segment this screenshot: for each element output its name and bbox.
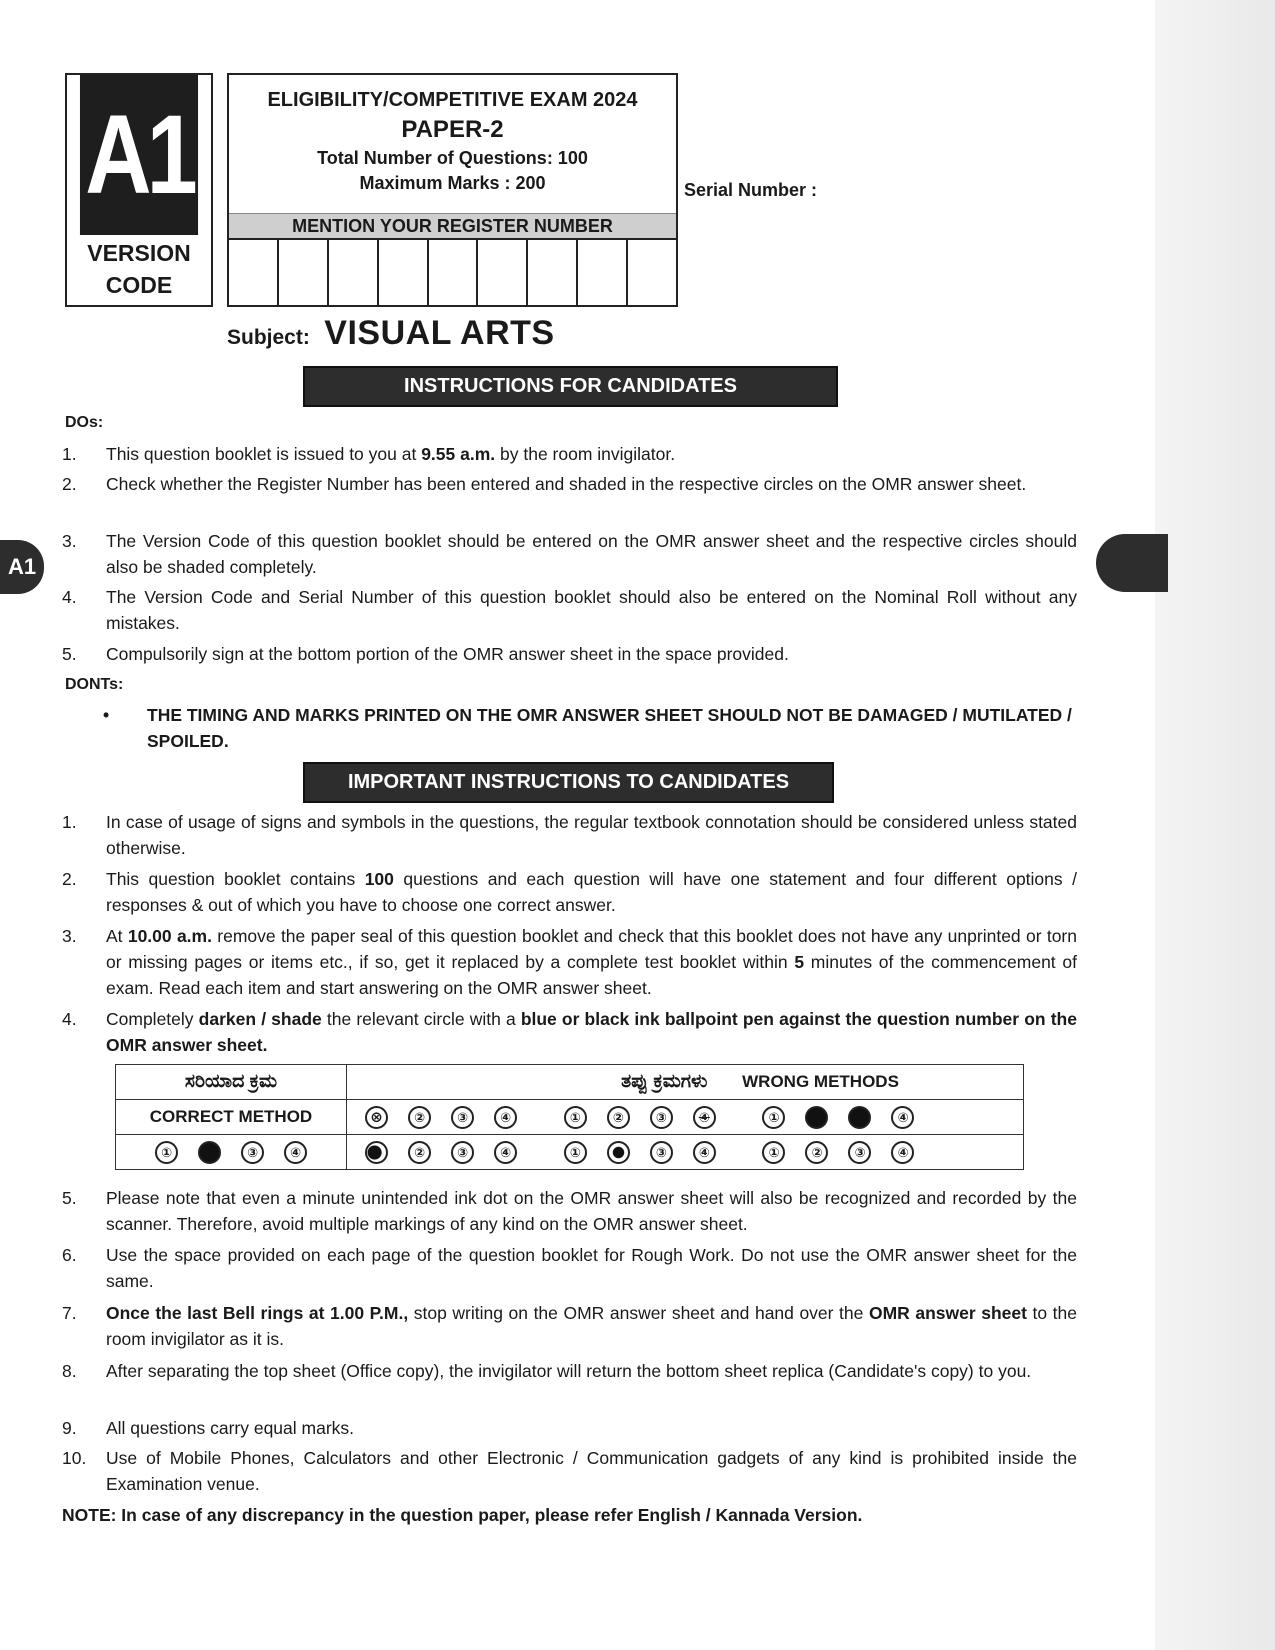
version-code: A1 xyxy=(80,75,198,235)
paper-number: PAPER-2 xyxy=(401,116,504,143)
item-text: All questions carry equal marks. xyxy=(106,1418,355,1438)
item-number: 4. xyxy=(62,1009,77,1029)
wrong-example xyxy=(752,1141,924,1164)
item-number: 1. xyxy=(62,444,77,464)
wrong-example xyxy=(554,1106,726,1129)
option-circle-icon: ④ xyxy=(891,1141,914,1164)
register-digit-cell[interactable] xyxy=(628,239,676,305)
partial-filled-circle-icon xyxy=(365,1141,388,1164)
text-bold: 100 xyxy=(364,869,394,889)
dot-circle-icon xyxy=(607,1141,630,1164)
subject-value: VISUAL ARTS xyxy=(324,314,555,352)
item-number: 1. xyxy=(62,812,77,832)
wrong-example xyxy=(752,1106,924,1129)
crossed-circle-icon: ⊗ xyxy=(365,1106,388,1129)
register-digit-cell[interactable] xyxy=(279,239,329,305)
option-circle-icon: ④ xyxy=(891,1106,914,1129)
option-circle-icon: ③ xyxy=(451,1141,474,1164)
item-text: Check whether the Register Number has been entered and shaded in the respective circles on the OMR answer sheet. xyxy=(106,474,1027,494)
version-code-box xyxy=(65,73,213,307)
important-heading: IMPORTANT INSTRUCTIONS TO CANDIDATES xyxy=(303,762,834,803)
text-part: At xyxy=(106,926,128,946)
register-digit-cell[interactable] xyxy=(379,239,429,305)
correct-method-label: CORRECT METHOD xyxy=(116,1100,347,1135)
option-circle-icon: ④ xyxy=(284,1141,307,1164)
register-digit-cell[interactable] xyxy=(528,239,578,305)
exam-title: ELIGIBILITY/COMPETITIVE EXAM 2024 xyxy=(267,89,638,111)
text-part: This question booklet is issued to you at xyxy=(106,444,422,464)
item-number: 4. xyxy=(62,587,77,607)
donts-heading: DONTs: xyxy=(65,676,124,693)
register-digit-cell[interactable] xyxy=(429,239,479,305)
version-label-line2: CODE xyxy=(105,272,173,298)
ticked-circle-icon: ④ xyxy=(693,1106,716,1129)
item-number: 2. xyxy=(62,869,77,889)
text-bold: darken / shade xyxy=(198,1009,322,1029)
item-number: 5. xyxy=(62,644,77,664)
version-tab-right xyxy=(1096,534,1168,592)
option-circle-icon: ④ xyxy=(494,1141,517,1164)
option-circle-icon: ③ xyxy=(848,1141,871,1164)
register-digit-cell[interactable] xyxy=(578,239,628,305)
item-text: The Version Code and Serial Number of this question booklet should also be entered on the Nominal Roll without any mistakes. xyxy=(106,587,1077,633)
item-text xyxy=(106,1006,1077,1058)
item-text xyxy=(106,441,1077,467)
text-part: remove the paper seal of this question booklet and check that this booklet does not have any unprinted or torn or missing pages or items etc., if so, get it replaced by a complete test booklet within xyxy=(106,926,1077,972)
option-circle-icon: ③ xyxy=(650,1141,673,1164)
bullet: • xyxy=(103,705,110,725)
wrong-example xyxy=(554,1141,726,1164)
correct-method-example xyxy=(116,1135,347,1170)
total-questions: Total Number of Questions: 100 xyxy=(317,148,588,168)
register-digit-cell[interactable] xyxy=(478,239,528,305)
wrong-methods-row-2 xyxy=(347,1135,1024,1170)
item-text: Use the space provided on each page of the question booklet for Rough Work. Do not use the OMR answer sheet for the same. xyxy=(106,1245,1077,1291)
filled-circle-icon xyxy=(848,1106,871,1129)
item-number: 3. xyxy=(62,531,77,551)
correct-kannada-label: ಸರಿಯಾದ ಕ್ರಮ xyxy=(184,1071,278,1092)
item-text xyxy=(106,866,1077,918)
text-bold: 5 xyxy=(794,952,805,972)
register-number-cells xyxy=(229,239,676,305)
option-circle-icon: ① xyxy=(564,1106,587,1129)
option-circle-icon: ② xyxy=(408,1141,431,1164)
text-part: questions and each question will have one statement and four different options / responses & out of which you have to choose one correct answer. xyxy=(106,869,1077,915)
text-part: to the room invigilator as it is. xyxy=(106,1303,1077,1349)
text-part: This question booklet contains xyxy=(106,869,365,889)
item-text xyxy=(106,1300,1077,1352)
option-circle-icon: ② xyxy=(408,1106,431,1129)
item-text: Compulsorily sign at the bottom portion of the OMR answer sheet in the space provided. xyxy=(106,644,789,664)
text-bold: OMR answer sheet xyxy=(868,1303,1027,1323)
item-number: 8. xyxy=(62,1361,77,1381)
version-label-line1: VERSION xyxy=(87,240,191,266)
option-circle-icon: ③ xyxy=(650,1106,673,1129)
text-part: minutes of the commencement of exam. Read each item and start answering on the OMR answer sheet. xyxy=(106,952,1077,998)
option-circle-icon: ③ xyxy=(451,1106,474,1129)
dos-heading: DOs: xyxy=(65,414,104,431)
wrong-kannada-label: ತಪ್ಪು ಕ್ರಮಗಳು xyxy=(621,1071,708,1092)
text-bold: 9.55 a.m. xyxy=(421,444,496,464)
wrong-methods-row-1 xyxy=(347,1100,1024,1135)
item-text: Please note that even a minute unintended ink dot on the OMR answer sheet will also be recognized and recorded by the scanner. Therefore, avoid multiple markings of any kind on the OMR answer sheet. xyxy=(106,1188,1077,1234)
maximum-marks: Maximum Marks : 200 xyxy=(359,173,546,193)
donts-text: THE TIMING AND MARKS PRINTED ON THE OMR ANSWER SHEET SHOULD NOT BE DAMAGED / MUTILATED / SPOILED. xyxy=(147,705,1072,751)
filled-circle-icon xyxy=(805,1106,828,1129)
wrong-methods-heading xyxy=(347,1065,1024,1100)
subject-line xyxy=(227,314,555,353)
option-circle-icon: ① xyxy=(762,1106,785,1129)
item-text: Use of Mobile Phones, Calculators and other Electronic / Communication gadgets of any kind is prohibited inside the Examination venue. xyxy=(106,1448,1077,1494)
text-bold: Once the last Bell rings at 1.00 P.M., xyxy=(106,1303,409,1323)
text-part: Completely xyxy=(106,1009,199,1029)
wrong-example xyxy=(355,1106,527,1129)
correct-kannada-cell xyxy=(116,1065,347,1100)
text-part: the relevant circle with a xyxy=(321,1009,521,1029)
exam-header-box xyxy=(227,73,678,307)
text-bold: blue or black ink ballpoint pen against the question number on the OMR answer sheet. xyxy=(106,1009,1077,1055)
option-circle-icon: ① xyxy=(155,1141,178,1164)
version-tab-left: A1 xyxy=(0,540,44,594)
option-circle-icon: ④ xyxy=(693,1141,716,1164)
item-number: 6. xyxy=(62,1245,77,1265)
serial-number-label: Serial Number : xyxy=(684,180,818,200)
item-text: After separating the top sheet (Office copy), the invigilator will return the bottom sheet replica (Candidate's copy) to you. xyxy=(106,1361,1032,1381)
item-number: 9. xyxy=(62,1418,77,1438)
option-circle-icon: ① xyxy=(564,1141,587,1164)
option-circle-icon: ② xyxy=(805,1141,828,1164)
instructions-heading: INSTRUCTIONS FOR CANDIDATES xyxy=(303,366,838,407)
item-number: 7. xyxy=(62,1303,77,1323)
option-circle-icon: ④ xyxy=(494,1106,517,1129)
item-number: 5. xyxy=(62,1188,77,1208)
discrepancy-note: NOTE: In case of any discrepancy in the question paper, please refer English / Kannada Version. xyxy=(62,1505,863,1525)
item-number: 10. xyxy=(62,1448,87,1468)
register-number-heading: MENTION YOUR REGISTER NUMBER xyxy=(229,213,676,240)
item-text: The Version Code of this question booklet should be entered on the OMR answer sheet and the respective circles should also be shaded completely. xyxy=(106,531,1077,577)
item-text: In case of usage of signs and symbols in the questions, the regular textbook connotation should be considered unless stated otherwise. xyxy=(106,812,1077,858)
option-circle-icon: ② xyxy=(607,1106,630,1129)
option-circle-icon: ① xyxy=(762,1141,785,1164)
register-digit-cell[interactable] xyxy=(229,239,279,305)
wrong-example xyxy=(355,1141,527,1164)
version-code-label xyxy=(67,237,211,301)
item-text xyxy=(106,923,1077,1001)
subject-label: Subject: xyxy=(227,326,310,349)
filled-circle-icon xyxy=(198,1141,221,1164)
omr-methods-table xyxy=(115,1064,1024,1170)
wrong-methods-label: WRONG METHODS xyxy=(742,1072,899,1091)
text-part: by the room invigilator. xyxy=(495,444,676,464)
register-digit-cell[interactable] xyxy=(329,239,379,305)
text-bold: 10.00 a.m. xyxy=(127,926,212,946)
page-edge-shadow xyxy=(1155,0,1275,1650)
item-number: 2. xyxy=(62,474,77,494)
item-number: 3. xyxy=(62,926,77,946)
option-circle-icon: ③ xyxy=(241,1141,264,1164)
text-part: stop writing on the OMR answer sheet and hand over the xyxy=(408,1303,869,1323)
